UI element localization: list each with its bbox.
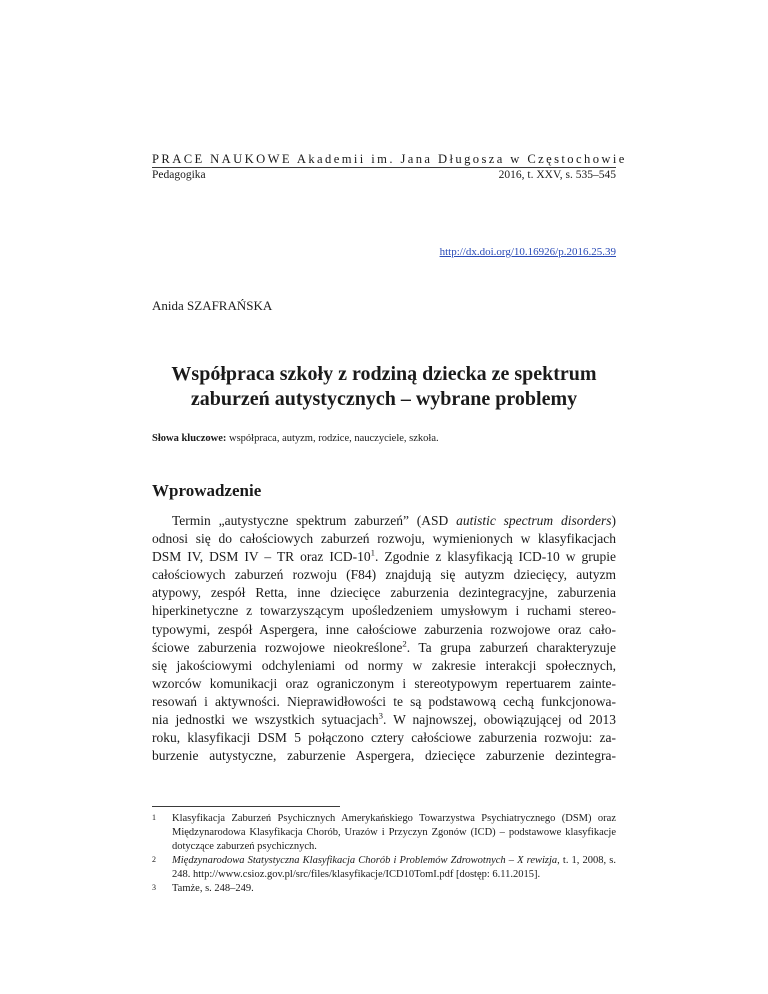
footnote-ref: 3 — [378, 711, 383, 721]
body-line: burzenie autystyczne, zaburzenie Aspergera, dziecięce zaburzenie dezintegra- — [152, 748, 616, 764]
footnote-number: 1 — [152, 813, 156, 822]
header-rule — [152, 167, 616, 168]
footnote-number: 3 — [152, 882, 156, 892]
body-line: resowań i aktywności. Nieprawidłowości te są podstawową cechą funkcjonowa- — [152, 693, 616, 709]
footnote — [152, 812, 616, 854]
section-heading: Wprowadzenie — [152, 481, 262, 500]
footnote-rule — [152, 806, 340, 807]
footnote-text: Międzynarodowa Statystyczna Klasyfikacja Chorób i Problemów Zdrowotnych – X rewizja, t. 1, 2008, s. 248. http://www.csioz.gov.pl/src/files/klasyfikacje/ICD10TomI.pdf [dostęp: 6.11.2015]. — [172, 854, 616, 880]
body-line: wzorców komunikacji oraz ograniczonym i stereotypowym repertuarem zainte- — [152, 675, 616, 691]
body-line: hiperkinetyczne z towarzyszącym upośledzeniem umysłowym i ruchami stereo- — [152, 603, 616, 619]
keywords — [152, 433, 616, 444]
doi-link[interactable]: http://dx.doi.org/10.16926/p.2016.25.39 — [439, 246, 616, 258]
footnotes — [152, 812, 616, 895]
title-line-2: zaburzeń autystycznych – wybrane problemy — [190, 388, 578, 410]
body-line: nia jednostki we wszystkich sytuacjach$^3$. W najnowszej, obowiązującej od 2013 — [152, 711, 616, 728]
body-line: DSM IV, DSM IV – TR oraz ICD-$10^1$. Zgodnie z klasyfikacją ICD-10 w grupie — [152, 548, 616, 565]
body-line: atypowy, zespół Retta, inne dziecięce zaburzenia dezintegracyjne, zaburzenia — [152, 585, 616, 601]
body-line: Termin „autystyczne spektrum zaburzeń” (ASD autistic spectrum disorders) — [172, 513, 616, 528]
body-line: ściowe zaburzenia rozwojowe nieokreślone$^2$. Ta grupa zaburzeń charakteryzuje — [152, 638, 616, 655]
footnote — [152, 854, 616, 882]
body-paragraph — [152, 512, 616, 765]
title-line-1: Współpraca szkoły z rodziną dziecka ze spektrum — [171, 363, 597, 385]
body-line: roku, klasyfikacji DSM 5 połączono cztery całościowe zaburzenia rozwoju: za- — [152, 730, 616, 746]
footnote-text: Tamże, s. 248–249. — [172, 882, 254, 894]
body-line: odnosi się do całościowych zaburzeń rozwoju, wymienionych w klasyfikacjach — [152, 531, 616, 547]
volume-pages: 2016, t. XXV, s. 535–545 — [498, 169, 616, 181]
article-title — [152, 362, 616, 412]
footnote-ref: 1 — [370, 548, 375, 558]
keywords-text: współpraca, autyzm, rodzice, nauczyciele, szkoła. — [226, 433, 439, 444]
keywords-label: Słowa kluczowe: — [152, 433, 227, 444]
journal-meta — [152, 169, 616, 181]
body-line: całościowych zaburzeń rozwoju (F84) znajdują się autyzm dziecięcy, autyzm — [152, 567, 616, 583]
footnote-number: 2 — [152, 854, 156, 864]
body-line: typowymi, zespół Aspergera, inne całościowe zaburzenia rozwojowe oraz cało- — [152, 621, 616, 637]
footnote — [152, 882, 616, 896]
body-line: się jakościowymi odchyleniami od normy w zakresie interakcji społecznych, — [152, 657, 616, 673]
footnote-ref: 2 — [402, 638, 407, 649]
series-name: Pedagogika — [152, 169, 206, 181]
footnote-text: Klasyfikacja Zaburzeń Psychicznych Amerykańskiego Towarzystwa Psychiatrycznego (DSM) oraz Międzynarodowa Klasyfikacja Chorób, Urazów i Przyczyn Zgonów (ICD) – podstawowe klasyfikacje dotyczące zaburzeń psychicznych. — [172, 813, 616, 852]
author-name: Anida SZAFRAŃSKA — [152, 298, 273, 313]
journal-header: PRACE NAUKOWE Akademii im. Jana Długosza w Częstochowie — [152, 152, 627, 166]
